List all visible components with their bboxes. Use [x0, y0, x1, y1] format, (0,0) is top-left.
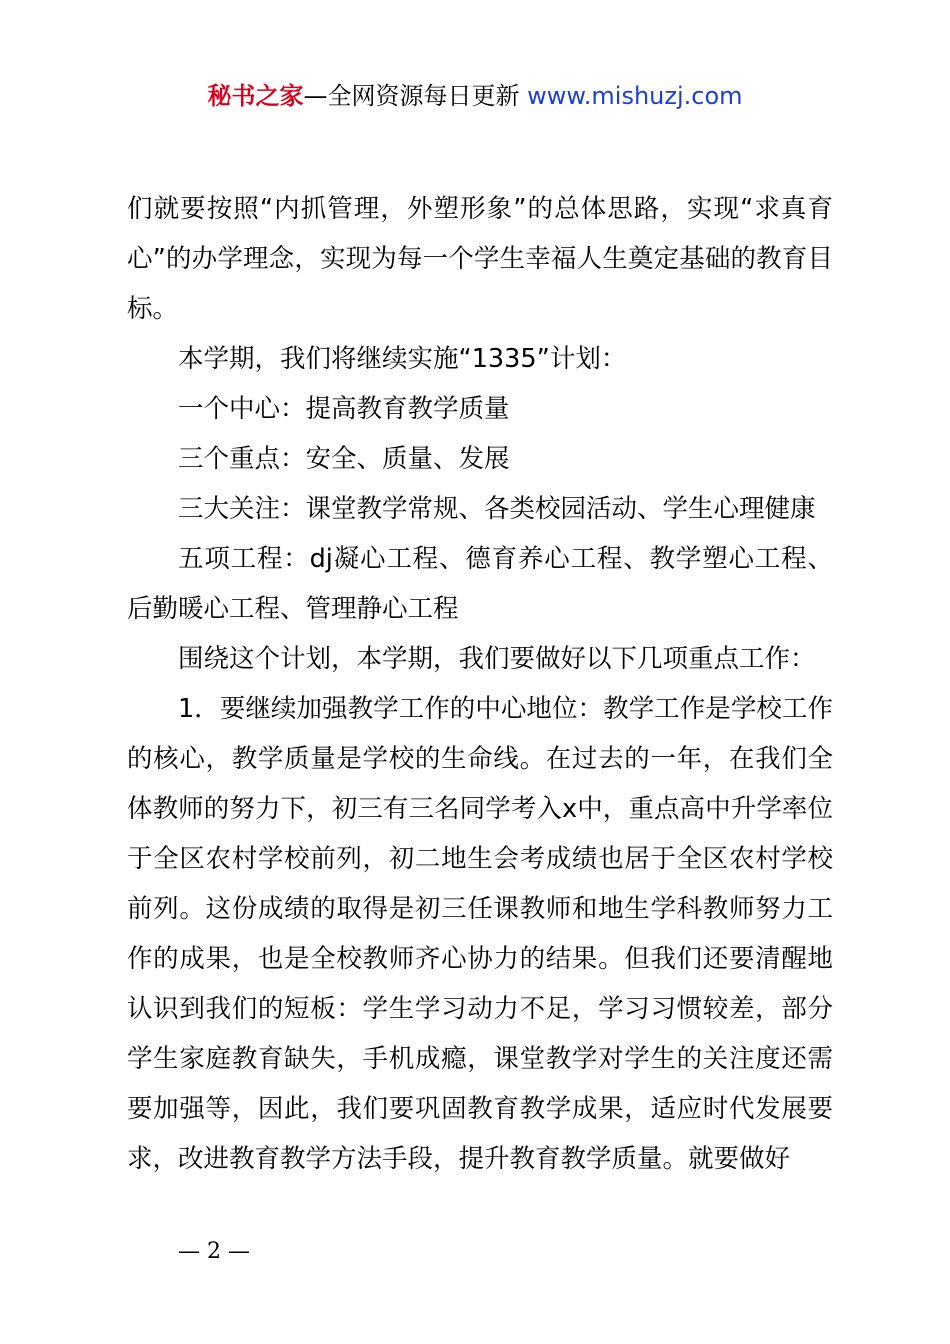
paragraph-continuation: 们就要按照“内抓管理，外塑形象”的总体思路，实现“求真育心”的办学理念，实现为每一个学生幸福人生奠定基础的教育目标。 [127, 194, 833, 324]
paragraph-one-center: 一个中心：提高教育教学质量 [178, 394, 510, 424]
document-body [127, 184, 833, 1184]
paragraph-key-tasks-intro: 围绕这个计划，本学期，我们要做好以下几项重点工作： [178, 644, 816, 674]
header-slogan: —全网资源每日更新 [303, 82, 528, 110]
paragraph-three-focuses: 三个重点：安全、质量、发展 [178, 444, 510, 474]
paragraph-five-projects: 五项工程：dj凝心工程、德育养心工程、教学塑心工程、后勤暖心工程、管理静心工程 [127, 544, 833, 624]
brand-name: 秘书之家 [207, 82, 304, 110]
paragraph-plan-intro: 本学期，我们将继续实施“1335”计划： [178, 344, 627, 374]
site-header [0, 78, 950, 114]
paragraph-three-concerns: 三大关注：课堂教学常规、各类校园活动、学生心理健康 [178, 494, 816, 524]
page-number: — 2 — [178, 1239, 250, 1264]
paragraph-task-1: 1．要继续加强教学工作的中心地位：教学工作是学校工作的核心，教学质量是学校的生命线。在过去的一年，在我们全体教师的努力下，初三有三名同学考入x中，重点高中升学率位于全区农村学校前列，初二地生会考成绩也居于全区农村学校前列。这份成绩的取得是初三任课教师和地生学科教师努力工作的成果，也是全校教师齐心协力的结果。但我们还要清醒地认识到我们的短板：学生学习动力不足，学习习惯较差，部分学生家庭教育缺失，手机成瘾，课堂教学对学生的关注度还需要加强等，因此，我们要巩固教育教学成果，适应时代发展要求，改进教育教学方法手段，提升教育教学质量。就要做好 [127, 694, 833, 1174]
site-url-link[interactable]: www.mishuzj.com [527, 82, 743, 110]
